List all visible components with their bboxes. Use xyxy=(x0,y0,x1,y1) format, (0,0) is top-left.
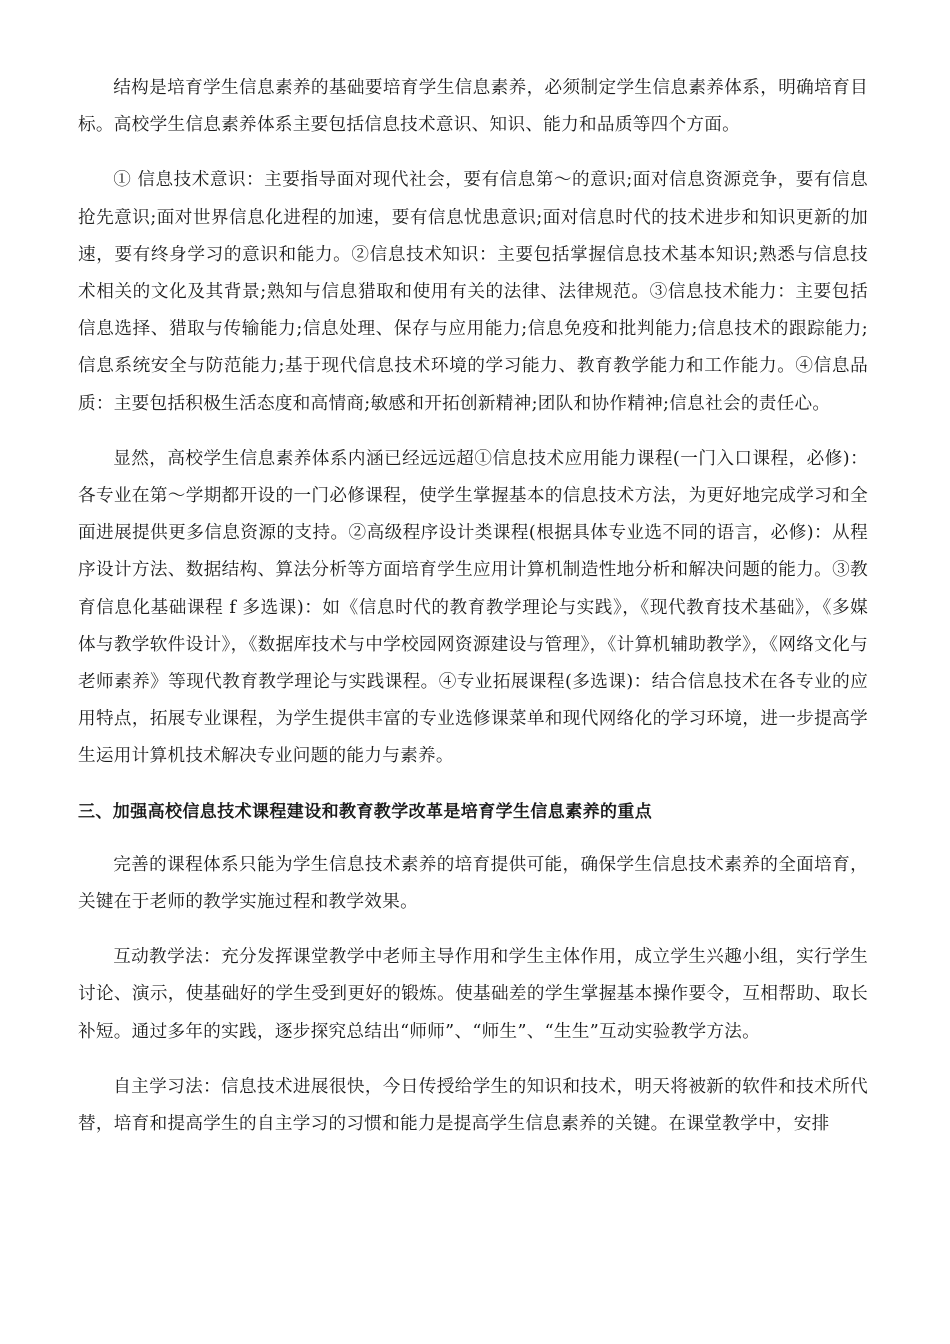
paragraph-self-learning: 自主学习法：信息技术进展很快，今日传授给学生的知识和技术，明天将被新的软件和技术所代替，培育和提高学生的自主学习的习惯和能力是提高学生信息素养的关键。在课堂教学中，安排 xyxy=(78,1076,868,1135)
paragraph-literacy-system: 结构是培育学生信息素养的基础要培育学生信息素养，必须制定学生信息素养体系，明确培育目标。高校学生信息素养体系主要包括信息技术意识、知识、能力和品质等四个方面。 xyxy=(78,78,868,136)
paragraph-interactive-teaching: 互动教学法：充分发挥课堂教学中老师主导作用和学生主体作用，成立学生兴趣小组，实行学生讨论、演示，使基础好的学生受到更好的锻炼。使基础差的学生掌握基本操作要令，互相帮助、取长补短。通过多年的实践，逐步探究总结出“师师”、“师生”、“生生”互动实验教学方法。 xyxy=(78,947,868,1042)
paragraph-curriculum: 显然，高校学生信息素养体系内涵已经远远超①信息技术应用能力课程(一门入口课程，必修)：各专业在第～学期都开设的一门必修课程，使学生掌握基本的信息技术方法，为更好地完成学习和全面进展提供更多信息资源的支持。②高级程序设计类课程(根据具体专业选不同的语言，必修)：从程序设计方法、数据结构、算法分析等方面培育学生应用计算机制造性地分析和解决问题的能力。③教育信息化基础课程 f 多选课)：如《信息时代的教育教学理论与实践》，《现代教育技术基础》，《多媒体与教学软件设计》，《数据库技术与中学校园网资源建设与管理》，《计算机辅助教学》，《网络文化与老师素养》等现代教育教学理论与实践课程。④专业拓展课程(多选课)：结合信息技术在各专业的应用特点，拓展专业课程，为学生提供丰富的专业选修课菜单和现代网络化的学习环境，进一步提高学生运用计算机技术解决专业问题的能力与素养。 xyxy=(78,448,868,767)
document-page xyxy=(78,70,868,1161)
paragraph-four-aspects: ① 信息技术意识：主要指导面对现代社会，要有信息第～的意识;面对信息资源竞争，要有信息抢先意识;面对世界信息化进程的加速，要有信息忧患意识;面对信息时代的技术进步和知识更新的加速，要有终身学习的意识和能力。②信息技术知识：主要包括掌握信息技术基本知识;熟悉与信息技术相关的文化及其背景;熟知与信息猎取和使用有关的法律、法律规范。③信息技术能力：主要包括信息选择、猎取与传输能力;信息处理、保存与应用能力;信息免疫和批判能力;信息技术的跟踪能力;信息系统安全与防范能力;基于现代信息技术环境的学习能力、教育教学能力和工作能力。④信息品质：主要包括积极生活态度和高情商;敏感和开拓创新精神;团队和协作精神;信息社会的责任心。 xyxy=(78,170,868,414)
section-heading: 三、加强高校信息技术课程建设和教育教学改革是培育学生信息素养的重点 xyxy=(78,801,653,822)
paragraph-course-system: 完善的课程体系只能为学生信息技术素养的培育提供可能，确保学生信息技术素养的全面培育，关键在于老师的教学实施过程和教学效果。 xyxy=(78,854,868,913)
